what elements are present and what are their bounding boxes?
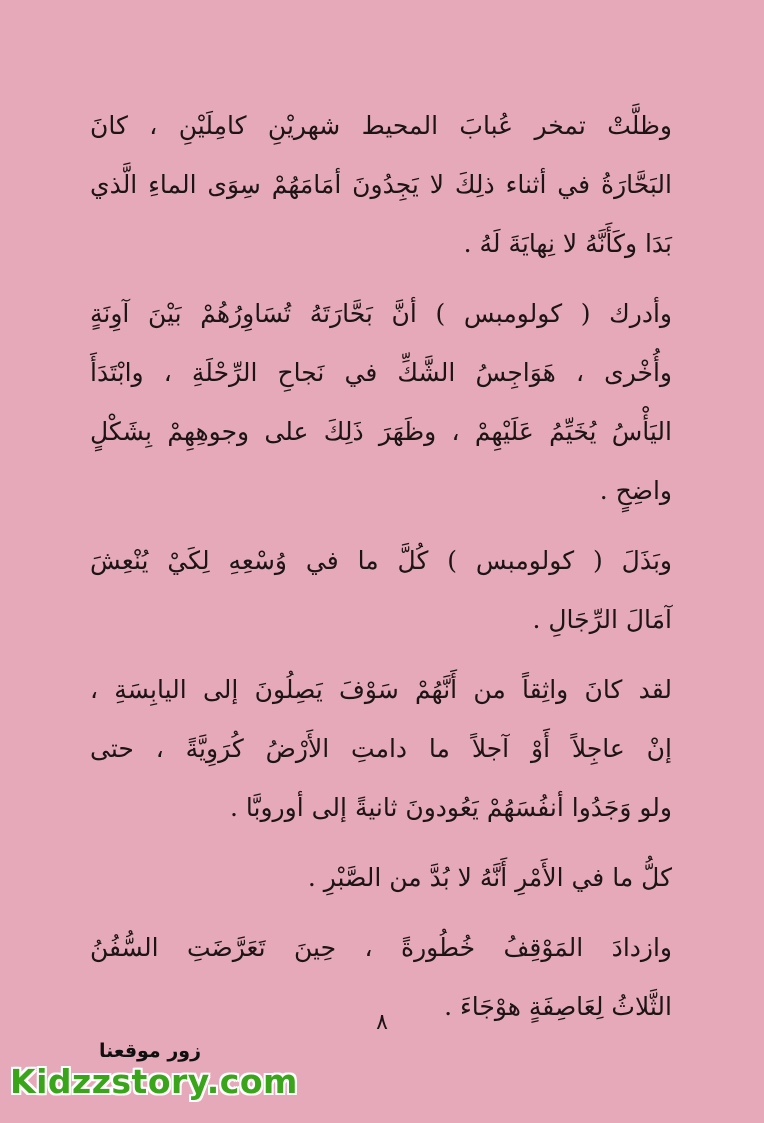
- text-line: إنْ عاجِلاً أَوْ آجلاً ما دامتِ الأَرْضُ كُرَوِيَّةً ، حتى: [90, 734, 672, 763]
- story-text: [90, 96, 672, 1047]
- text-line: لقد كانَ واثِقاً من أَنَّهُمْ سَوْفَ يَصِلُونَ إلى اليابِسَةِ ،: [90, 675, 672, 704]
- paragraph-5: [90, 848, 672, 907]
- text-line: وبَذَلَ ( كولومبس ) كُلَّ ما في وُسْعِهِ لِكَيْ يُنْعِشَ: [90, 546, 672, 575]
- paragraph-4: [90, 660, 672, 837]
- text-line: كلُّ ما في الأَمْرِ أَنَّهُ لا بُدَّ من الصَّبْرِ .: [307, 863, 672, 892]
- page-number: ٨: [376, 1010, 388, 1035]
- text-line: وأدرك ( كولومبس ) أنَّ بَحَّارَتَهُ تُسَاوِرُهُمْ بَيْنَ آوِنَةٍ: [90, 299, 672, 328]
- paragraph-2: [90, 284, 672, 520]
- text-line: وأُخْرى ، هَوَاجِسُ الشَّكِّ في نَجاحِ الرِّحْلَةِ ، وابْتَدَأَ: [90, 358, 672, 387]
- site-watermark[interactable]: [10, 1040, 298, 1110]
- text-line: اليَأْسُ يُخَيِّمُ عَلَيْهِمْ ، وظَهَرَ ذَلِكَ على وجوهِهِمْ بِشَكْلٍ: [90, 417, 672, 446]
- text-line: الثَّلاثُ لِعَاصِفَةٍ هوْجَاءَ .: [444, 992, 672, 1021]
- text-line: بَدَا وكَأَنَّهُ لا نِهايَةَ لَهُ .: [463, 229, 672, 258]
- text-line: وظلَّتْ تمخر عُبابَ المحيط شهريْنِ كامِلَيْنِ ، كانَ: [90, 111, 672, 140]
- text-line: آمَالَ الرِّجَالِ .: [532, 605, 672, 634]
- text-line: واضِحٍ .: [599, 476, 672, 505]
- watermark-arabic-text: زور موقعنا: [98, 1040, 202, 1062]
- paragraph-3: [90, 531, 672, 649]
- text-line: البَحَّارَةُ في أثناء ذلِكَ لا يَجِدُونَ أمَامَهُمْ سِوَى الماءِ الَّذي: [90, 170, 672, 199]
- paragraph-1: [90, 96, 672, 273]
- text-line: وازدادَ المَوْقِفُ خُطُورةً ، حِينَ تَعَرَّضَتِ السُّفُنُ: [90, 933, 672, 962]
- text-line: ولو وَجَدُوا أنفُسَهُمْ يَعُودونَ ثانيةً إلى أوروبَّا .: [230, 793, 672, 822]
- watermark-site-name[interactable]: Kidzzstory.com: [10, 1062, 298, 1101]
